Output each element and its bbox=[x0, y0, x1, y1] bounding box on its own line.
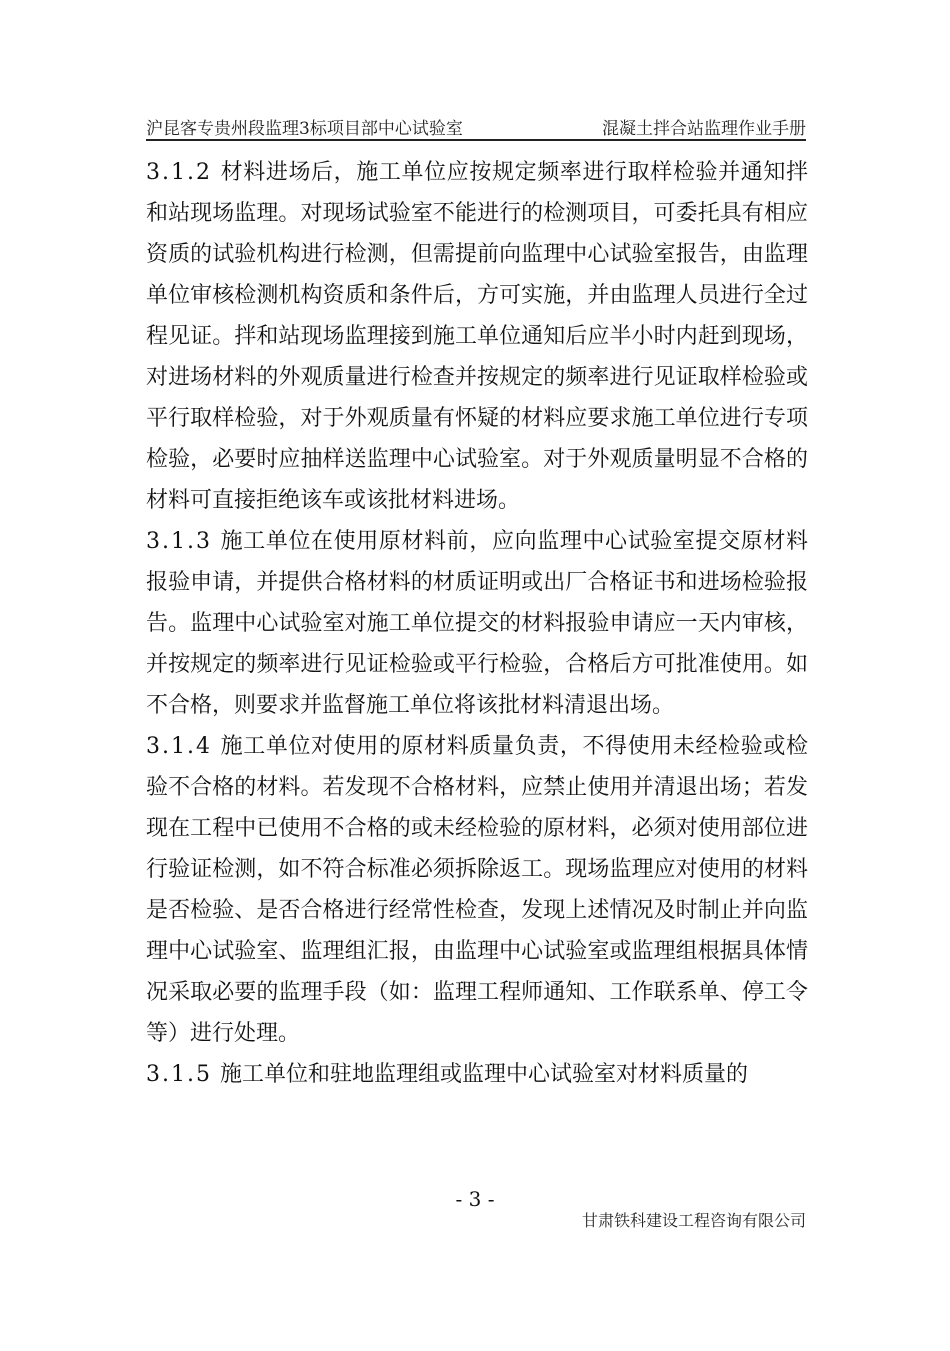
header-divider bbox=[146, 139, 806, 141]
page-number: - 3 - bbox=[455, 1187, 495, 1211]
body-content bbox=[146, 152, 808, 1095]
paragraph-3-1-5 bbox=[146, 1054, 808, 1095]
paragraph-3-1-2 bbox=[146, 152, 808, 521]
clause-number: 3.1.3 bbox=[146, 529, 212, 554]
clause-number: 3.1.5 bbox=[146, 1062, 212, 1087]
paragraph-text: 施工单位对使用的原材料质量负责，不得使用未经检验或检验不合格的材料。若发现不合格材料，应禁止使用并清退出场；若发现在工程中已使用不合格的或未经检验的原材料，必须对使用部位进行验证检测，如不符合标准必须拆除返工。现场监理应对使用的材料是否检验、是否合格进行经常性检查，发现上述情况及时制止并向监理中心试验室、监理组汇报，由监理中心试验室或监理组根据具体情况采取必要的监理手段（如：监理工程师通知、工作联系单、停工令等）进行处理。 bbox=[146, 734, 808, 1046]
paragraph-text: 施工单位和驻地监理组或监理中心试验室对材料质量的 bbox=[219, 1062, 748, 1087]
paragraph-3-1-3 bbox=[146, 521, 808, 726]
paragraph-3-1-4 bbox=[146, 726, 808, 1054]
paragraph-text: 材料进场后，施工单位应按规定频率进行取样检验并通知拌和站现场监理。对现场试验室不能进行的检测项目，可委托具有相应资质的试验机构进行检测，但需提前向监理中心试验室报告，由监理单位审核检测机构资质和条件后，方可实施，并由监理人员进行全过程见证。拌和站现场监理接到施工单位通知后应半小时内赶到现场，对进场材料的外观质量进行检查并按规定的频率进行见证取样检验或平行取样检验，对于外观质量有怀疑的材料应要求施工单位进行专项检验，必要时应抽样送监理中心试验室。对于外观质量明显不合格的材料可直接拒绝该车或该批材料进场。 bbox=[146, 160, 808, 513]
clause-number: 3.1.2 bbox=[146, 160, 212, 185]
header-manual-title: 混凝土拌合站监理作业手册 bbox=[602, 119, 806, 139]
footer-company-name: 甘肃铁科建设工程咨询有限公司 bbox=[581, 1211, 806, 1230]
clause-number: 3.1.4 bbox=[146, 734, 212, 759]
header-project-title: 沪昆客专贵州段监理3标项目部中心试验室 bbox=[146, 119, 463, 139]
paragraph-text: 施工单位在使用原材料前，应向监理中心试验室提交原材料报验申请，并提供合格材料的材质证明或出厂合格证书和进场检验报告。监理中心试验室对施工单位提交的材料报验申请应一天内审核，并按规定的频率进行见证检验或平行检验，合格后方可批准使用。如不合格，则要求并监督施工单位将该批材料清退出场。 bbox=[146, 529, 808, 718]
